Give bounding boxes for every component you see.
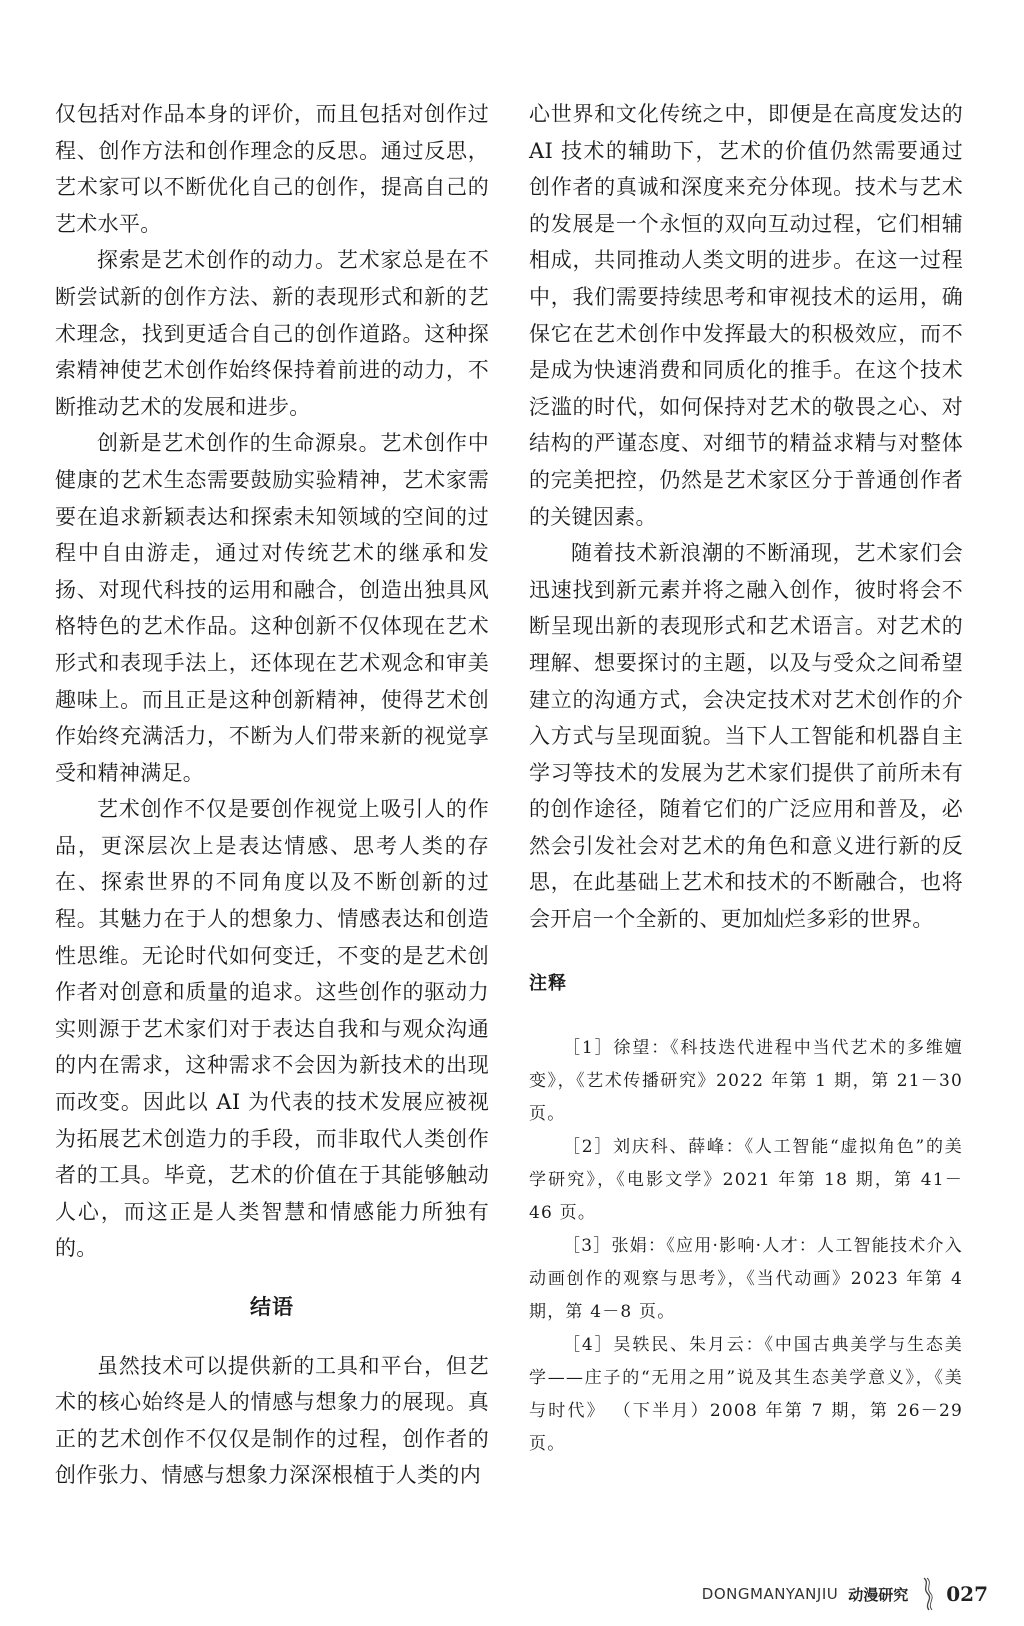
page-number: 027 xyxy=(946,1582,988,1606)
conclusion-paragraph: 虽然技术可以提供新的工具和平台，但艺术的核心始终是人的情感与想象力的展现。真正的艺术创作不仅仅是制作的过程，创作者的创作张力、情感与想象力深深根植于人类的内 xyxy=(55,1353,489,1488)
note-item: ［4］吴轶民、朱月云：《中国古典美学与生态美学——庄子的“无用之用”说及其生态美学意义》，《美与时代》 （下半月）2008 年第 7 期，第 26－29 页。 xyxy=(529,1335,963,1455)
body-paragraph: 探索是艺术创作的动力。艺术家总是在不断尝试新的创作方法、新的表现形式和新的艺术理念，找到更适合自己的创作道路。这种探索精神使艺术创作始终保持着前进的动力，不断推动艺术的发展和进步。 xyxy=(55,248,489,419)
notes-list xyxy=(529,1032,963,1461)
body-paragraph: 创新是艺术创作的生命源泉。艺术创作中健康的艺术生态需要鼓励实验精神，艺术家需要在追求新颖表达和探索未知领域的空间的过程中自由游走，通过对传统艺术的继承和发扬、对现代科技的运用和融合，创造出独具风格特色的艺术作品。这种创新不仅体现在艺术形式和表现手法上，还体现在艺术观念和审美趣味上。而且正是这种创新精神，使得艺术创作始终充满活力，不断为人们带来新的视觉享受和精神满足。 xyxy=(55,431,489,785)
journal-name-latin: DONGMANYANJIU xyxy=(701,1585,839,1603)
left-column xyxy=(55,96,489,1494)
body-paragraph: 心世界和文化传统之中，即便是在高度发达的 AI 技术的辅助下，艺术的价值仍然需要通过创作者的真诚和深度来充分体现。技术与艺术的发展是一个永恒的双向互动过程，它们相辅相成，共同推动人类文明的进步。在这一过程中，我们需要持续思考和审视技术的运用，确保它在艺术创作中发挥最大的积极效应，而不是成为快速消费和同质化的推手。在这个技术泛滥的时代，如何保持对艺术的敬畏之心、对结构的严谨态度、对细节的精益求精与对整体的完美把控，仍然是艺术家区分于普通创作者的关键因素。 xyxy=(529,102,963,529)
note-item: ［1］徐望：《科技迭代进程中当代艺术的多维嬗变》，《艺术传播研究》2022 年第 1 期，第 21－30 页。 xyxy=(529,1038,963,1125)
wave-divider-icon xyxy=(920,1577,934,1611)
notes-heading: 注释 xyxy=(529,972,567,994)
body-paragraph: 随着技术新浪潮的不断涌现，艺术家们会迅速找到新元素并将之融入创作，彼时将会不断呈现出新的表现形式和艺术语言。对艺术的理解、想要探讨的主题，以及与受众之间希望建立的沟通方式，会决定技术对艺术创作的介入方式与呈现面貌。当下人工智能和机器自主学习等技术的发展为艺术家们提供了前所未有的创作途径，随着它们的广泛应用和普及，必然会引发社会对艺术的角色和意义进行新的反思，在此基础上艺术和技术的不断融合，也将会开启一个全新的、更加灿烂多彩的世界。 xyxy=(529,541,963,932)
body-paragraph: 艺术创作不仅是要创作视觉上吸引人的作品，更深层次上是表达情感、思考人类的存在、探索世界的不同角度以及不断创新的过程。其魅力在于人的想象力、情感表达和创造性思维。无论时代如何变迁，不变的是艺术创作者对创意和质量的追求。这些创作的驱动力实则源于艺术家们对于表达自我和与观众沟通的内在需求，这种需求不会因为新技术的出现而改变。因此以 AI 为代表的技术发展应被视为拓展艺术创造力的手段，而非取代人类创作者的工具。毕竟，艺术的价值在于其能够触动人心，而这正是人类智慧和情感能力所独有的。 xyxy=(55,797,489,1261)
body-paragraph: 仅包括对作品本身的评价，而且包括对创作过程、创作方法和创作理念的反思。通过反思，艺术家可以不断优化自己的创作，提高自己的艺术水平。 xyxy=(55,102,489,236)
page-footer xyxy=(702,1574,988,1614)
journal-name-chinese: 动漫研究 xyxy=(848,1585,909,1604)
note-item: ［2］刘庆科、薛峰：《人工智能“虚拟角色”的美学研究》，《电影文学》2021 年第 18 期，第 41－46 页。 xyxy=(529,1137,963,1224)
note-item: ［3］张娟：《应用·影响·人才：人工智能技术介入动画创作的观察与思考》，《当代动画》2023 年第 4 期，第 4－8 页。 xyxy=(529,1236,963,1323)
conclusion-heading: 结语 xyxy=(250,1295,294,1319)
right-column xyxy=(529,96,963,1461)
